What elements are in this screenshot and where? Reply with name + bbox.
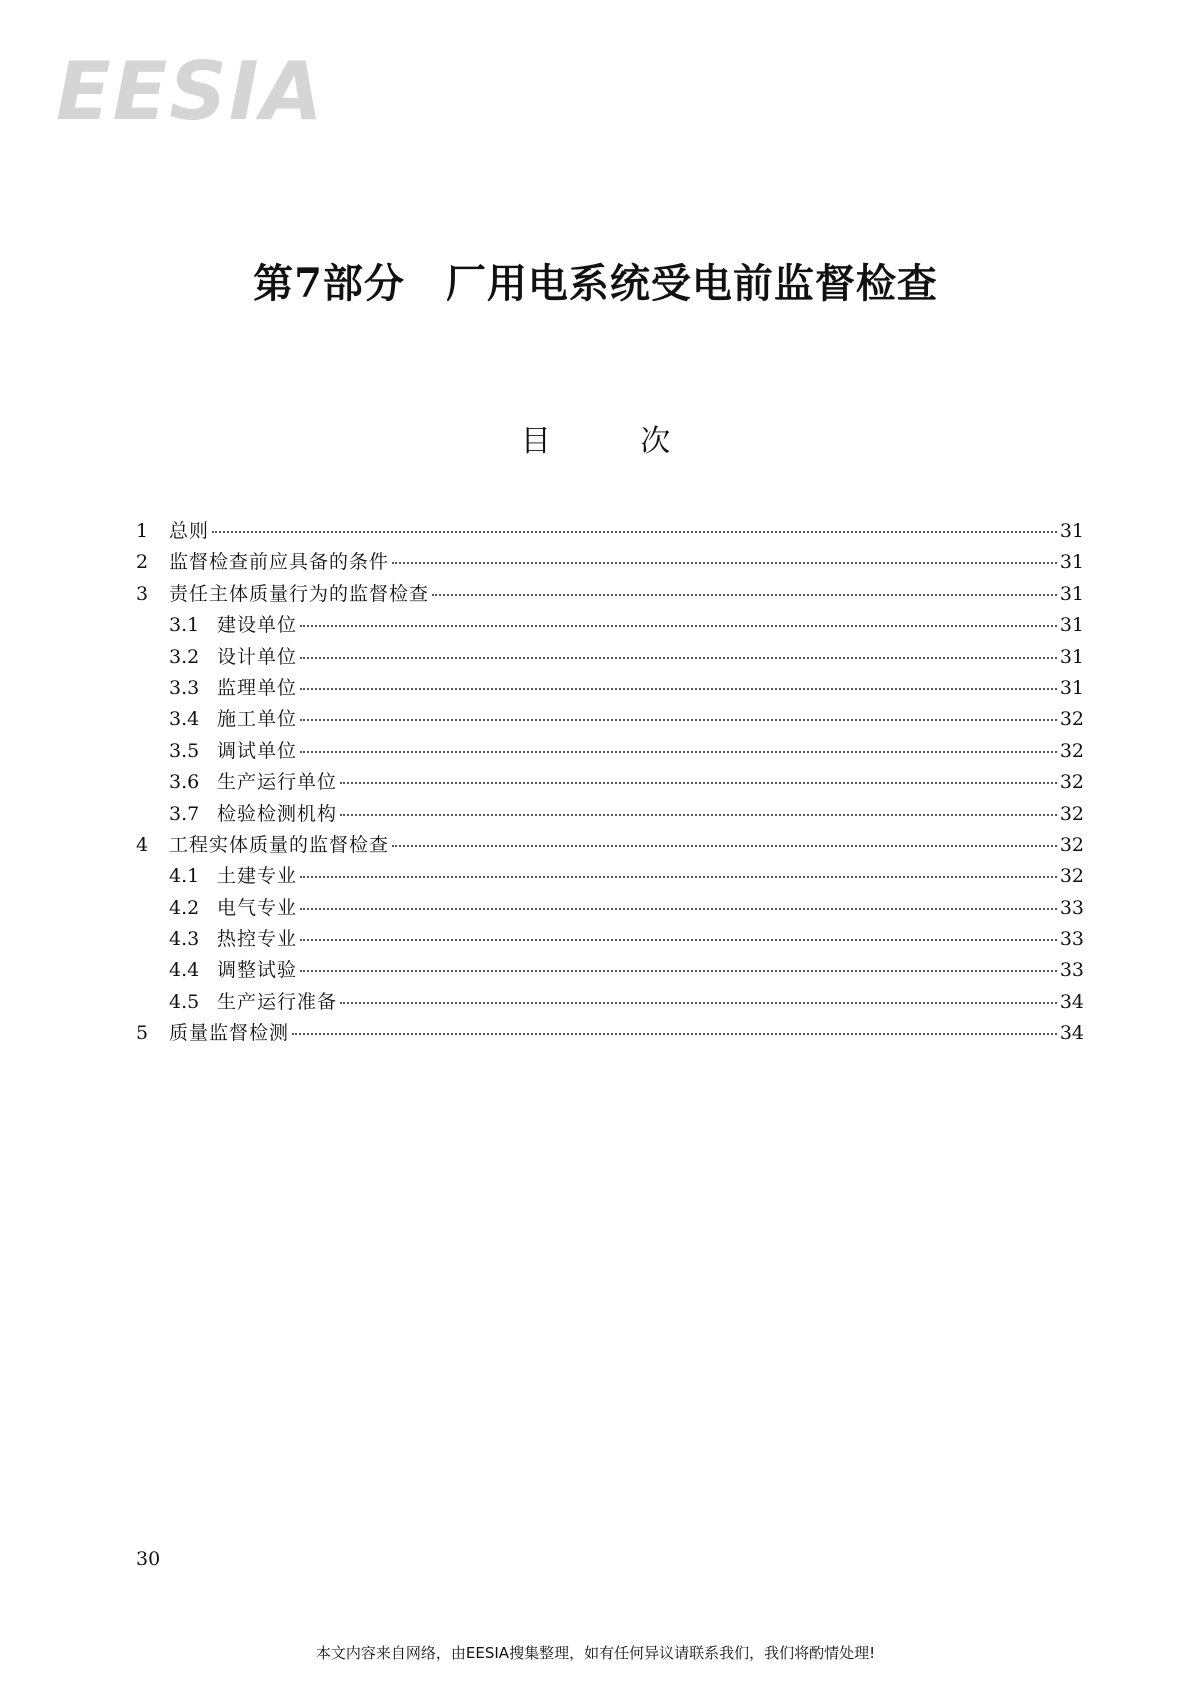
toc-entry-number: 3.2: [169, 645, 200, 668]
toc-dot-leader: [300, 719, 1057, 721]
toc-entry-number: 3: [136, 582, 149, 605]
toc-dot-leader: [300, 657, 1057, 659]
toc-entry-page: 31: [1059, 676, 1084, 699]
toc-entry-label: 监督检查前应具备的条件: [169, 551, 390, 574]
toc-entry-page: 32: [1059, 708, 1084, 731]
toc-entry[interactable]: [136, 924, 1084, 955]
toc-dot-leader: [340, 1002, 1057, 1004]
toc-entry-number: 4.1: [169, 865, 200, 888]
toc-entry-page: 31: [1059, 551, 1084, 574]
part-title: 第7部分 厂用电系统受电前监督检查: [253, 260, 938, 307]
toc-entry-page: 33: [1059, 928, 1084, 951]
toc-dot-leader: [392, 845, 1057, 847]
toc-dot-leader: [292, 1033, 1057, 1035]
toc-entry[interactable]: [136, 955, 1084, 986]
toc-entry-page: 33: [1059, 896, 1084, 919]
toc-entry-number: 3.3: [169, 676, 200, 699]
toc-entry-page: 32: [1059, 802, 1084, 825]
toc-entry-label: 工程实体质量的监督检查: [169, 833, 390, 856]
toc-entry[interactable]: [136, 516, 1084, 547]
toc-entry-page: 31: [1059, 582, 1084, 605]
toc-entry[interactable]: [136, 893, 1084, 924]
toc-dot-leader: [300, 688, 1057, 690]
toc-entry-label: 设计单位: [217, 645, 298, 668]
toc-dot-leader: [340, 782, 1057, 784]
toc-entry[interactable]: [136, 830, 1084, 861]
toc-entry-page: 31: [1059, 614, 1084, 637]
toc-entry[interactable]: [136, 673, 1084, 704]
toc-entry-label: 监理单位: [217, 676, 298, 699]
toc-entry[interactable]: [136, 547, 1084, 578]
toc-entry-page: 32: [1059, 833, 1084, 856]
toc-entry-number: 4.4: [169, 959, 200, 982]
toc-entry[interactable]: [136, 579, 1084, 610]
toc-entry-page: 31: [1059, 645, 1084, 668]
footer-note: 本文内容来自网络，由EESIA搜集整理，如有任何异议请联系我们，我们将酌情处理!: [315, 1644, 876, 1662]
toc-entry-label: 建设单位: [217, 614, 298, 637]
toc-entry-label: 总则: [169, 520, 210, 542]
toc-entry-label: 责任主体质量行为的监督检查: [169, 582, 430, 605]
toc-entry-number: 2: [136, 551, 149, 574]
toc-entry-number: 4.2: [169, 896, 200, 919]
toc-dot-leader: [300, 908, 1057, 910]
toc-entry-label: 调试单位: [217, 739, 298, 762]
toc-entry-number: 5: [136, 1022, 149, 1045]
toc-entry-label: 热控专业: [217, 928, 298, 951]
toc-entry-page: 34: [1059, 1022, 1084, 1045]
toc-entry[interactable]: [136, 767, 1084, 798]
toc-entry[interactable]: [136, 861, 1084, 892]
toc-entry[interactable]: [136, 799, 1084, 830]
toc-dot-leader: [392, 562, 1057, 564]
toc-entry[interactable]: [136, 704, 1084, 735]
toc-entry[interactable]: [136, 610, 1084, 641]
toc-entry[interactable]: [136, 642, 1084, 673]
page-number: 30: [136, 1548, 161, 1570]
toc-dot-leader: [300, 939, 1057, 941]
toc-dot-leader: [300, 751, 1057, 753]
toc-entry-page: 33: [1059, 959, 1084, 982]
toc-entry-page: 34: [1059, 990, 1084, 1013]
toc-entry-page: 32: [1059, 771, 1084, 794]
toc-dot-leader: [300, 625, 1057, 627]
toc-entry[interactable]: [136, 1018, 1084, 1049]
toc-dot-leader: [432, 594, 1057, 596]
toc-entry-page: 32: [1059, 739, 1084, 762]
eesia-logo: EESIA: [56, 45, 325, 138]
toc-entry-number: 4.5: [169, 990, 200, 1013]
toc-entry-number: 3.6: [169, 771, 200, 794]
toc-entry-label: 电气专业: [217, 896, 298, 919]
toc-entry-label: 调整试验: [217, 959, 298, 982]
toc-entry[interactable]: [136, 987, 1084, 1018]
toc-heading: 目 次: [520, 424, 671, 459]
toc-entry-number: 4.3: [169, 928, 200, 951]
toc-dot-leader: [340, 814, 1057, 816]
toc-entry-label: 施工单位: [217, 708, 298, 731]
toc-dot-leader: [300, 876, 1057, 878]
toc-entry-number: 3.5: [169, 739, 200, 762]
toc-entry-label: 生产运行单位: [217, 771, 338, 794]
toc-entry-number: 3.7: [169, 802, 200, 825]
table-of-contents: [136, 516, 1084, 1050]
toc-entry-number: 3.4: [169, 708, 200, 731]
toc-entry-number: 4: [136, 833, 149, 856]
toc-entry-label: 生产运行准备: [217, 990, 338, 1013]
toc-dot-leader: [300, 970, 1057, 972]
toc-entry[interactable]: [136, 736, 1084, 767]
toc-entry-page: 31: [1059, 520, 1084, 542]
toc-entry-page: 32: [1059, 865, 1084, 888]
toc-entry-label: 土建专业: [217, 865, 298, 888]
toc-entry-label: 质量监督检测: [169, 1022, 290, 1045]
toc-entry-label: 检验检测机构: [217, 802, 338, 825]
toc-entry-number: 3.1: [169, 614, 200, 637]
toc-dot-leader: [212, 531, 1057, 533]
toc-entry-number: 1: [136, 520, 149, 542]
